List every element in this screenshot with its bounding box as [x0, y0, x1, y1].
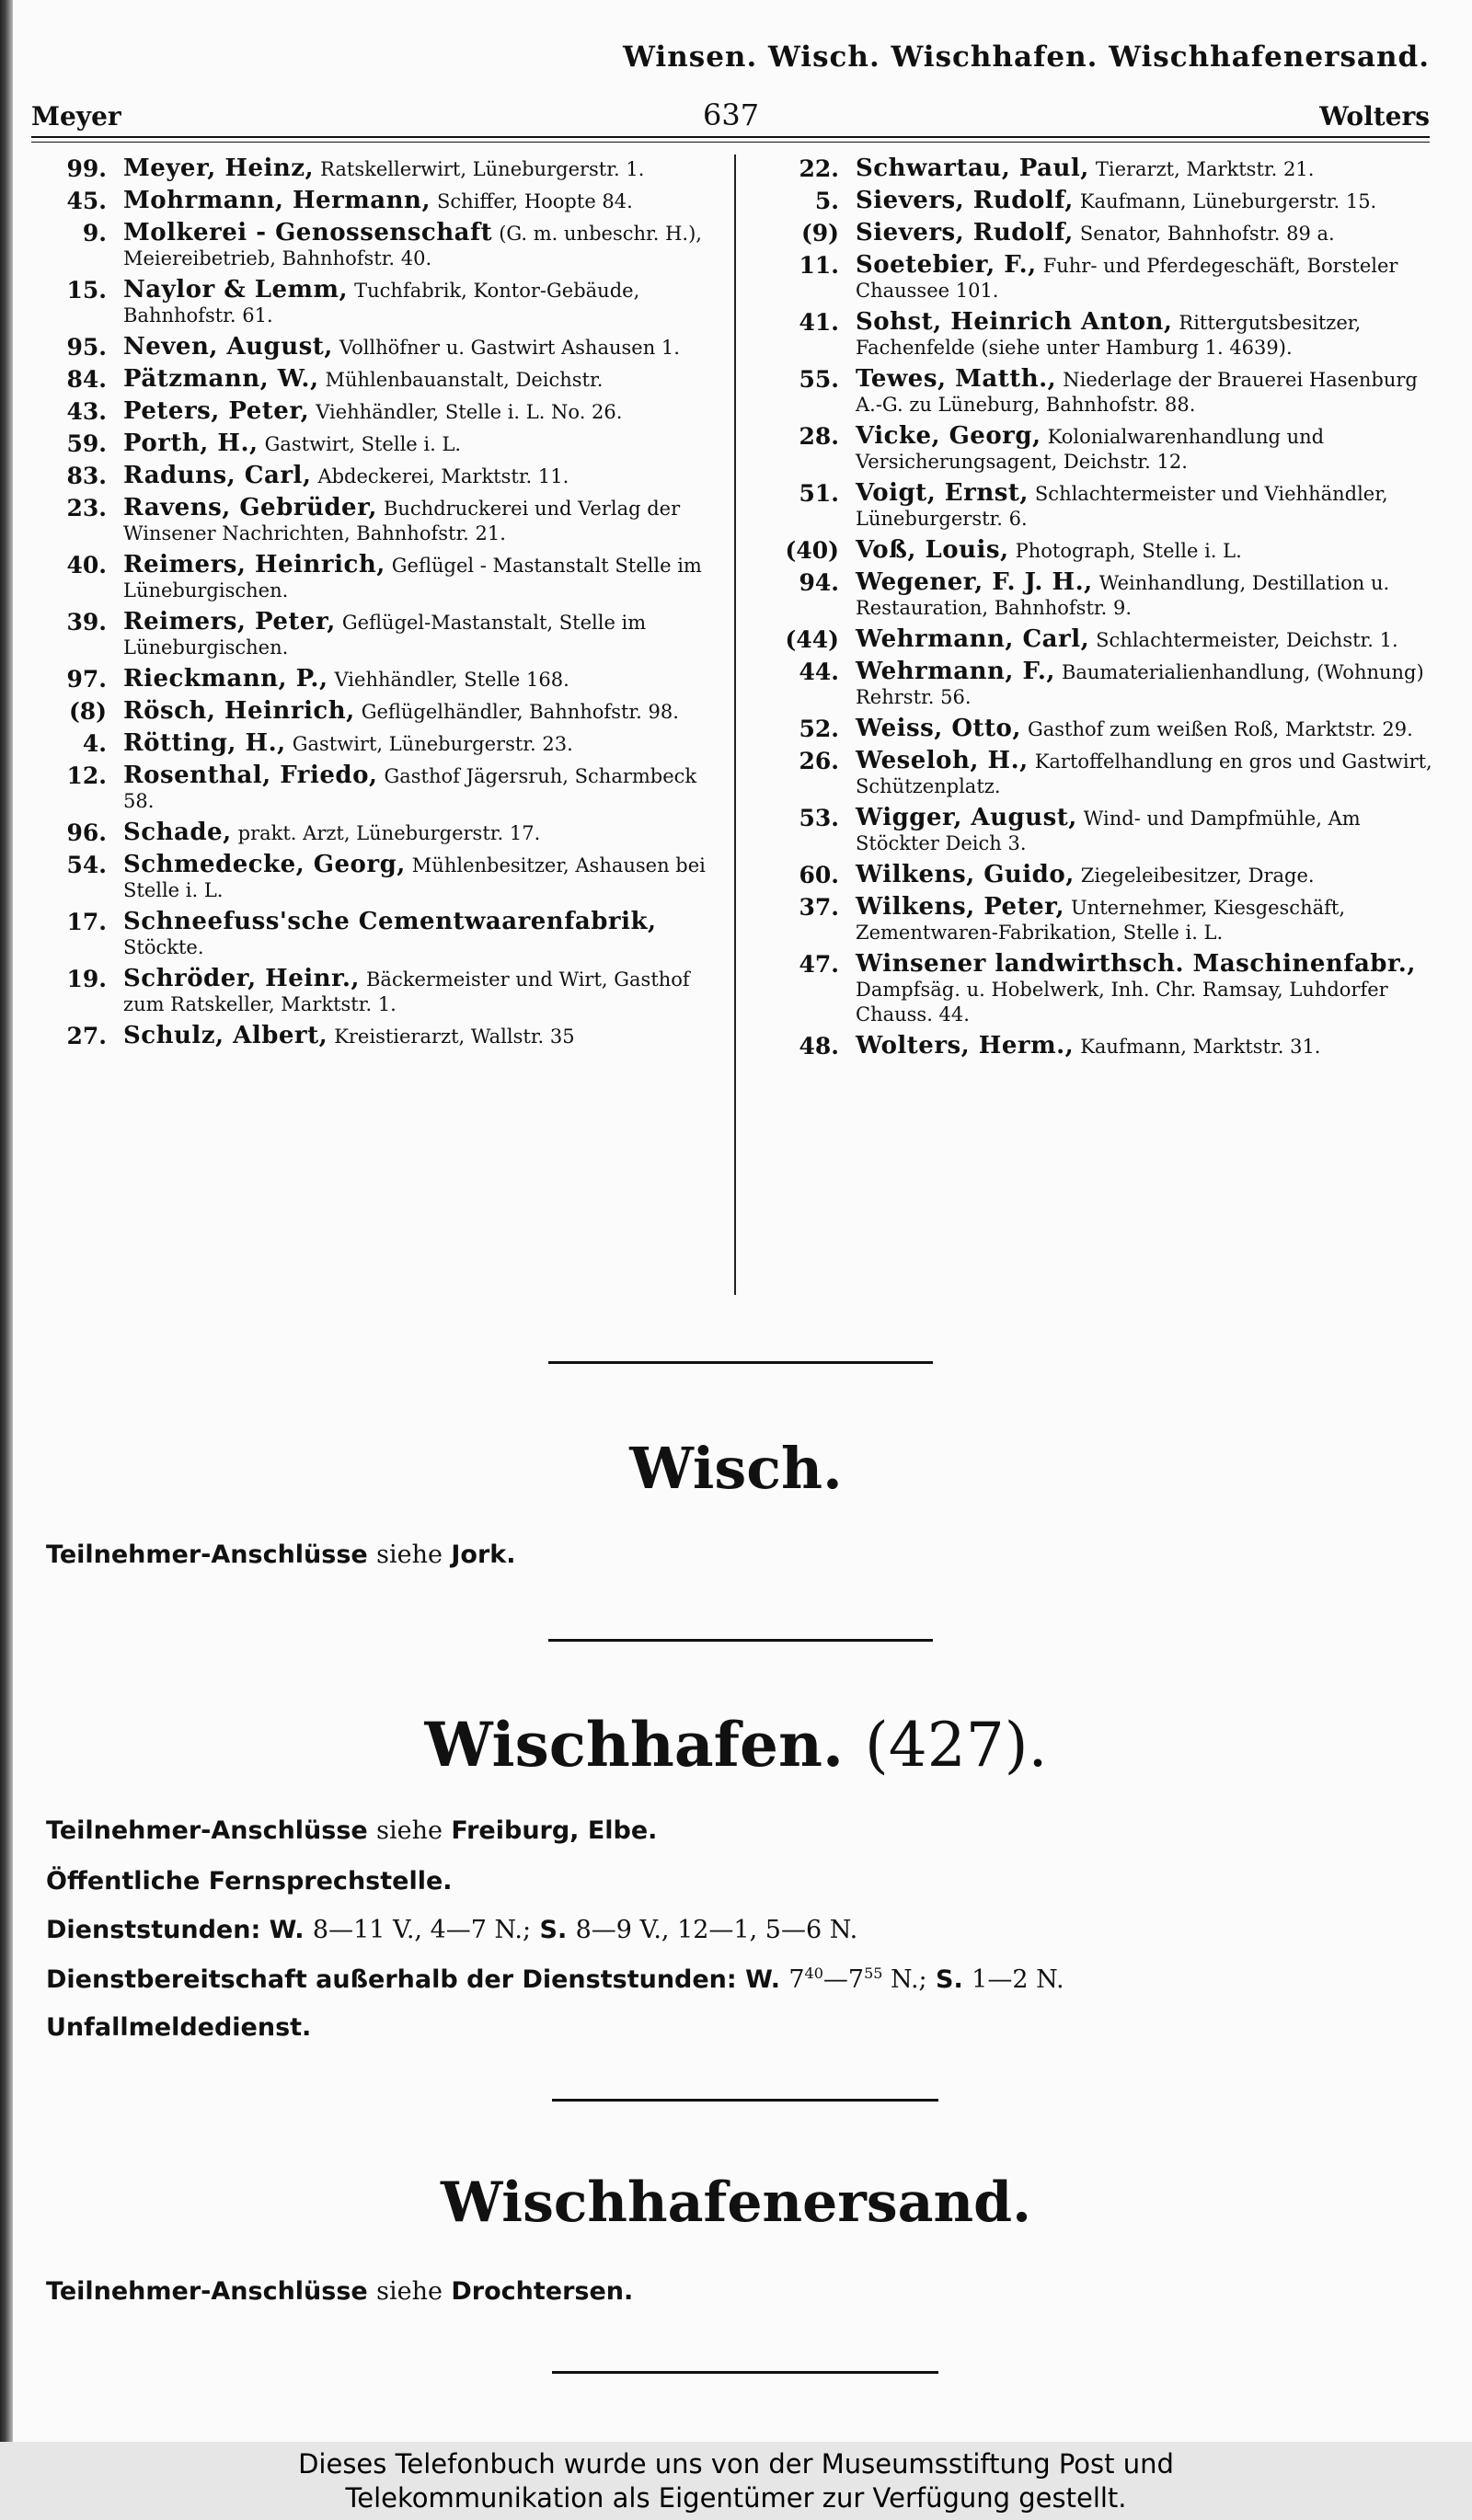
directory-entry	[31, 853, 719, 903]
entry-number: 44.	[799, 659, 839, 685]
entry-name: Porth, H.,	[123, 430, 259, 457]
footer-line-1: Dieses Telefonbuch wurde uns von der Museumsstiftung Post und	[298, 2448, 1174, 2480]
directory-entry	[31, 431, 719, 457]
entry-description: Tuchfabrik, Kontor-Gebäude, Bahnhofstr. 61.	[123, 280, 640, 326]
directory-entry	[764, 570, 1435, 621]
entry-description: Vollhöfner u. Gastwirt Ashausen 1.	[339, 337, 680, 359]
entry-number: 59.	[66, 430, 107, 457]
directory-entry	[764, 538, 1435, 564]
entry-name: Reimers, Peter,	[123, 608, 336, 636]
wisch-subscribers-line	[46, 1541, 516, 1569]
entry-description: Dampfsäg. u. Hobelwerk, Inh. Chr. Ramsay, Luhdorfer Chauss. 44.	[856, 979, 1388, 1025]
entry-name: Schneefuss'sche Cementwaarenfabrik,	[123, 908, 657, 935]
standby-end-hour: —7	[822, 1965, 865, 1994]
entry-number: 26.	[799, 748, 839, 774]
directory-entry	[31, 1024, 719, 1049]
entry-description: Buchdruckerei und Verlag der Winsener Nachrichten, Bahnhofstr. 21.	[123, 498, 681, 544]
service-hours-weekday: 8—11 V., 4—7 N.;	[312, 1916, 532, 1944]
directory-entry	[31, 553, 719, 603]
entry-name: Rieckmann, P.,	[123, 665, 328, 693]
entry-description: Geflügel - Mastanstalt Stelle im Lüneburgischen.	[123, 555, 702, 601]
directory-entry	[31, 278, 719, 328]
directory-entry	[31, 367, 719, 393]
entry-name: Sievers, Rudolf,	[856, 219, 1074, 246]
wischhafen-subscribers-line	[46, 1816, 657, 1845]
entry-number: 19.	[66, 966, 107, 992]
standby-start-hour: 7	[788, 1965, 805, 1994]
entry-number: 12.	[66, 762, 107, 789]
entry-number: 39.	[66, 609, 107, 636]
entry-name: Ravens, Gebrüder,	[123, 494, 377, 521]
entry-description: Abdeckerei, Marktstr. 11.	[317, 465, 569, 487]
entry-description: Kreistierarzt, Wallstr. 35	[334, 1025, 575, 1048]
entry-description: Geflügelhändler, Bahnhofstr. 98.	[361, 701, 679, 723]
directory-entry	[764, 253, 1435, 304]
entry-description: Gasthof Jägersruh, Scharmbeck 58.	[123, 765, 697, 812]
directory-entry	[764, 952, 1435, 1027]
directory-entry	[31, 820, 719, 846]
service-hours-label: Dienststunden:	[46, 1916, 261, 1944]
section-title-wisch: Wisch.	[629, 1435, 843, 1502]
service-hours-sunday: 8—9 V., 12—1, 5—6 N.	[575, 1916, 858, 1944]
entry-description: Kartoffelhandlung en gros und Gastwirt, Schützenplatz.	[856, 750, 1432, 797]
entry-description: Kolonialwarenhandlung und Versicherungsagent, Deichstr. 12.	[856, 426, 1325, 473]
entry-number: 22.	[799, 155, 839, 182]
wisch-line-ref: Jork.	[451, 1541, 516, 1569]
directory-entry	[31, 910, 719, 960]
entry-name: Raduns, Carl,	[123, 462, 312, 489]
standby-weekday	[788, 1965, 926, 1994]
wischhafen-title: Wischhafen.	[424, 1709, 845, 1781]
entry-number: 27.	[66, 1023, 107, 1049]
directory-entry	[764, 863, 1435, 888]
header-place-names: Winsen. Wisch. Wischhafen. Wischhafenersand.	[623, 40, 1430, 74]
entry-description: Kaufmann, Lüneburgerstr. 15.	[1079, 190, 1377, 212]
entry-description: Gasthof zum weißen Roß, Marktstr. 29.	[1027, 718, 1413, 740]
entry-number: 95.	[66, 334, 107, 361]
wischhafen-l1-label: Teilnehmer-Anschlüsse	[46, 1816, 368, 1845]
entry-number: 83.	[66, 463, 107, 489]
entry-number: 84.	[66, 366, 107, 393]
entry-name: Schwartau, Paul,	[856, 155, 1089, 182]
wischhafenersand-line-label: Teilnehmer-Anschlüsse	[46, 2277, 368, 2306]
entry-description: Ziegeleibesitzer, Drage.	[1080, 865, 1315, 887]
listing-column-right	[764, 156, 1435, 1066]
entry-number: 48.	[799, 1033, 839, 1060]
entry-number: 40.	[66, 552, 107, 578]
entry-number: 9.	[82, 220, 107, 246]
entry-description: prakt. Arzt, Lüneburgerstr. 17.	[237, 822, 541, 844]
entry-name: Neven, August,	[123, 333, 333, 361]
directory-entry	[31, 496, 719, 546]
entry-name: Rösch, Heinrich,	[123, 697, 355, 725]
entry-description: Schlachtermeister und Viehhändler, Lüneburgerstr. 6.	[856, 483, 1388, 530]
entry-name: Vicke, Georg,	[856, 422, 1041, 450]
wischhafen-public-phone: Öffentliche Fernsprechstelle.	[46, 1867, 453, 1896]
entry-description: Mühlenbauanstalt, Deichstr.	[325, 369, 604, 391]
section-separator	[548, 1639, 933, 1642]
wisch-line-see: siehe	[376, 1541, 443, 1569]
entry-name: Schröder, Heinr.,	[123, 965, 360, 992]
standby-end-minute: 55	[864, 1964, 883, 1982]
entry-number: 99.	[66, 155, 107, 182]
entry-name: Winsener landwirthsch. Maschinenfabr.,	[856, 950, 1416, 978]
entry-name: Wilkens, Guido,	[856, 861, 1075, 888]
entry-description: Unternehmer, Kiesgeschäft, Zementwaren-Fabrikation, Stelle i. L.	[856, 897, 1345, 944]
entry-description: Niederlage der Brauerei Hasenburg A.-G. zu Lüneburg, Bahnhofstr. 88.	[856, 369, 1418, 416]
entry-description: Schlachtermeister, Deichstr. 1.	[1096, 629, 1398, 651]
service-hours-sunday-label: S.	[539, 1916, 568, 1944]
entry-number: 47.	[799, 951, 839, 978]
section-separator	[552, 2371, 938, 2374]
entry-description: Baumaterialienhandlung, (Wohnung) Rehrstr. 56.	[856, 661, 1424, 708]
entry-name: Sohst, Heinrich Anton,	[856, 308, 1173, 336]
section-separator	[552, 2099, 938, 2102]
entry-number: 53.	[799, 805, 839, 831]
directory-entry	[764, 627, 1435, 653]
entry-number: 45.	[66, 188, 107, 214]
wischhafen-code: (427).	[865, 1710, 1048, 1781]
wischhafen-accident-service: Unfallmeldedienst.	[46, 2013, 312, 2042]
wischhafenersand-line-ref: Drochtersen.	[451, 2277, 634, 2306]
entry-number: 52.	[799, 716, 839, 742]
entry-name: Schmedecke, Georg,	[123, 851, 406, 878]
standby-label: Dienstbereitschaft außerhalb der Dienststunden:	[46, 1965, 737, 1994]
page-header	[31, 97, 1430, 134]
wischhafen-l1-see: siehe	[376, 1816, 443, 1845]
entry-description: Gastwirt, Lüneburgerstr. 23.	[292, 733, 573, 755]
directory-entry	[764, 189, 1435, 214]
standby-start-minute: 40	[804, 1964, 823, 1982]
directory-entry	[764, 367, 1435, 418]
entry-name: Schulz, Albert,	[123, 1022, 328, 1049]
directory-entry	[31, 221, 719, 271]
entry-description: Viehhändler, Stelle 168.	[334, 669, 569, 691]
entry-number: 4.	[82, 730, 107, 757]
entry-name: Wolters, Herm.,	[856, 1032, 1075, 1060]
entry-number: 54.	[66, 852, 107, 878]
footer-line-2: Telekommunikation als Eigentümer zur Verfügung gestellt.	[345, 2482, 1127, 2514]
entry-description: Weinhandlung, Destillation u. Restauration, Bahnhofstr. 9.	[856, 572, 1390, 619]
directory-entry	[764, 806, 1435, 856]
directory-entry	[764, 749, 1435, 799]
directory-entry	[764, 1034, 1435, 1060]
entry-number: 43.	[66, 398, 107, 425]
entry-name: Schade,	[123, 819, 232, 846]
page-edge-shadow	[0, 0, 13, 2442]
service-hours-weekday-label: W.	[269, 1916, 305, 1944]
entry-name: Tewes, Matth.,	[856, 365, 1057, 393]
directory-entry	[764, 481, 1435, 532]
entry-description: Fuhr- und Pferdegeschäft, Borsteler Chaussee 101.	[856, 255, 1398, 302]
entry-number: 96.	[66, 819, 107, 846]
entry-number: (40)	[785, 537, 839, 564]
entry-number: 23.	[66, 495, 107, 521]
standby-weekday-label: W.	[745, 1965, 780, 1994]
directory-entry	[31, 731, 719, 757]
entry-description: Rittergutsbesitzer, Fachenfelde (siehe unter Hamburg 1. 4639).	[856, 312, 1362, 359]
entry-description: Tierarzt, Marktstr. 21.	[1095, 158, 1315, 180]
header-rule-thin	[31, 142, 1430, 143]
directory-entry	[31, 399, 719, 425]
entry-description: Photograph, Stelle i. L.	[1015, 540, 1242, 562]
entry-number: 37.	[799, 894, 839, 921]
directory-entry	[31, 967, 719, 1017]
section-title-wischhafen	[0, 1709, 1472, 1781]
entry-name: Soetebier, F.,	[856, 251, 1037, 279]
header-last-name: Wolters	[1319, 101, 1430, 132]
entry-description: Stöckte.	[123, 936, 204, 958]
page-number: 637	[703, 97, 760, 132]
entry-description: Schiffer, Hoopte 84.	[437, 190, 633, 212]
entry-description: Bäckermeister und Wirt, Gasthof zum Ratskeller, Marktstr. 1.	[123, 968, 690, 1015]
entry-number: 55.	[799, 366, 839, 393]
entry-name: Rosenthal, Friedo,	[123, 762, 378, 789]
directory-entry	[31, 610, 719, 660]
entry-description: Gastwirt, Stelle i. L.	[264, 433, 462, 455]
entry-number: 51.	[799, 480, 839, 507]
entry-name: Voß, Louis,	[856, 536, 1009, 564]
entry-description: (G. m. unbeschr. H.), Meiereibetrieb, Bahnhofstr. 40.	[123, 223, 702, 269]
directory-entry	[764, 424, 1435, 475]
wischhafen-l1-ref: Freiburg, Elbe.	[451, 1816, 658, 1845]
wischhafenersand-subscribers-line	[46, 2277, 633, 2306]
entry-number: 41.	[799, 309, 839, 336]
directory-entry	[31, 335, 719, 361]
wischhafenersand-line-see: siehe	[376, 2277, 443, 2306]
directory-entry	[31, 667, 719, 693]
entry-name: Reimers, Heinrich,	[123, 551, 385, 578]
entry-number: 15.	[66, 277, 107, 304]
standby-sunday: 1—2 N.	[972, 1965, 1064, 1994]
entry-number: 97.	[66, 666, 107, 693]
directory-entry	[31, 464, 719, 489]
directory-entry	[764, 310, 1435, 361]
entry-number: 5.	[814, 188, 839, 214]
entry-number: (9)	[800, 220, 839, 246]
entry-name: Meyer, Heinz,	[123, 155, 315, 182]
entry-description: Wind- und Dampfmühle, Am Stöckter Deich 3.	[856, 808, 1361, 854]
entry-name: Pätzmann, W.,	[123, 365, 319, 393]
entry-description: Senator, Bahnhofstr. 89 a.	[1079, 223, 1335, 245]
directory-entry	[31, 763, 719, 814]
entry-number: 17.	[66, 909, 107, 935]
column-divider	[734, 155, 736, 1295]
entry-name: Wilkens, Peter,	[856, 893, 1065, 921]
entry-name: Wehrmann, F.,	[856, 658, 1055, 685]
entry-number: (44)	[785, 626, 839, 653]
wisch-line-label: Teilnehmer-Anschlüsse	[46, 1541, 368, 1569]
listing-column-left	[31, 156, 719, 1056]
entry-name: Weiss, Otto,	[856, 715, 1021, 742]
directory-entry	[764, 895, 1435, 945]
entry-name: Weseloh, H.,	[856, 747, 1029, 774]
entry-description: Mühlenbesitzer, Ashausen bei Stelle i. L.	[123, 854, 706, 901]
standby-weekday-suffix: N.;	[891, 1965, 927, 1994]
entry-name: Wegener, F. J. H.,	[856, 568, 1093, 596]
entry-name: Peters, Peter,	[123, 397, 310, 425]
standby-sunday-label: S.	[936, 1965, 963, 1994]
section-separator	[548, 1361, 933, 1364]
wischhafen-standby-hours	[46, 1964, 1064, 1994]
entry-description: Kaufmann, Marktstr. 31.	[1080, 1036, 1321, 1058]
entry-name: Voigt, Ernst,	[856, 479, 1029, 507]
entry-name: Sievers, Rudolf,	[856, 187, 1074, 214]
entry-name: Wigger, August,	[856, 804, 1077, 831]
entry-name: Mohrmann, Hermann,	[123, 187, 431, 214]
entry-description: Geflügel-Mastanstalt, Stelle im Lüneburgischen.	[123, 612, 647, 659]
directory-entry	[764, 659, 1435, 710]
wischhafen-service-hours	[46, 1916, 857, 1944]
directory-entry	[764, 221, 1435, 246]
header-rule	[31, 136, 1430, 138]
entry-number: 28.	[799, 423, 839, 450]
entry-name: Molkerei - Genossenschaft	[123, 219, 493, 246]
entry-name: Naylor & Lemm,	[123, 276, 349, 304]
header-first-name: Meyer	[31, 101, 121, 132]
entry-description: Viehhändler, Stelle i. L. No. 26.	[316, 401, 623, 423]
directory-entry	[764, 716, 1435, 742]
section-title-wischhafenersand: Wischhafenersand.	[440, 2171, 1032, 2235]
entry-number: 11.	[799, 252, 839, 279]
directory-entry	[764, 156, 1435, 182]
directory-entry	[31, 699, 719, 725]
entry-number: 94.	[799, 569, 839, 596]
entry-number: 60.	[799, 862, 839, 888]
entry-description: Ratskellerwirt, Lüneburgerstr. 1.	[320, 158, 645, 180]
footer-notice	[0, 2442, 1472, 2520]
entry-name: Wehrmann, Carl,	[856, 625, 1090, 653]
directory-entry	[31, 156, 719, 182]
entry-number: (8)	[68, 698, 107, 725]
directory-entry	[31, 189, 719, 214]
entry-name: Rötting, H.,	[123, 729, 286, 757]
